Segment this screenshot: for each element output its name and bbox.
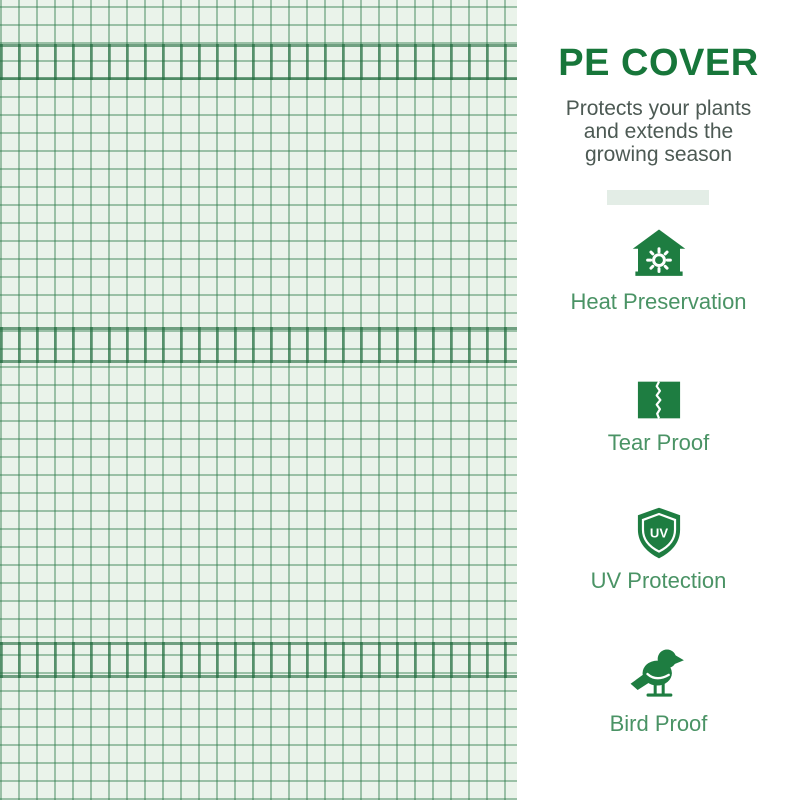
feature-label: UV Protection bbox=[590, 568, 727, 593]
section-divider bbox=[607, 190, 709, 205]
mesh-seam-band bbox=[0, 642, 517, 678]
subtitle bbox=[517, 97, 800, 166]
greenhouse-sun-icon bbox=[631, 226, 687, 282]
icon-box bbox=[517, 504, 800, 562]
info-panel bbox=[517, 0, 800, 800]
mesh-seam-band bbox=[0, 44, 517, 80]
subtitle-line: growing season bbox=[584, 143, 733, 166]
tear-fabric-icon bbox=[629, 378, 689, 422]
feature-heat-preservation bbox=[517, 225, 800, 315]
bird-icon bbox=[627, 645, 691, 703]
icon-box bbox=[517, 643, 800, 705]
feature-label: Tear Proof bbox=[607, 430, 710, 455]
mesh-seam-band bbox=[0, 327, 517, 363]
subtitle-line: Protects your plants bbox=[565, 97, 752, 120]
feature-tear-proof bbox=[517, 374, 800, 456]
feature-bird-proof bbox=[517, 643, 800, 737]
page-title: PE COVER bbox=[558, 42, 759, 84]
subtitle-line: and extends the bbox=[583, 120, 734, 143]
feature-label: Heat Preservation bbox=[570, 289, 747, 314]
feature-label: Bird Proof bbox=[609, 711, 708, 736]
icon-box bbox=[517, 225, 800, 283]
icon-box bbox=[517, 374, 800, 426]
svg-text:UV: UV bbox=[649, 525, 668, 541]
uv-shield-icon bbox=[632, 506, 686, 560]
feature-uv-protection bbox=[517, 504, 800, 594]
